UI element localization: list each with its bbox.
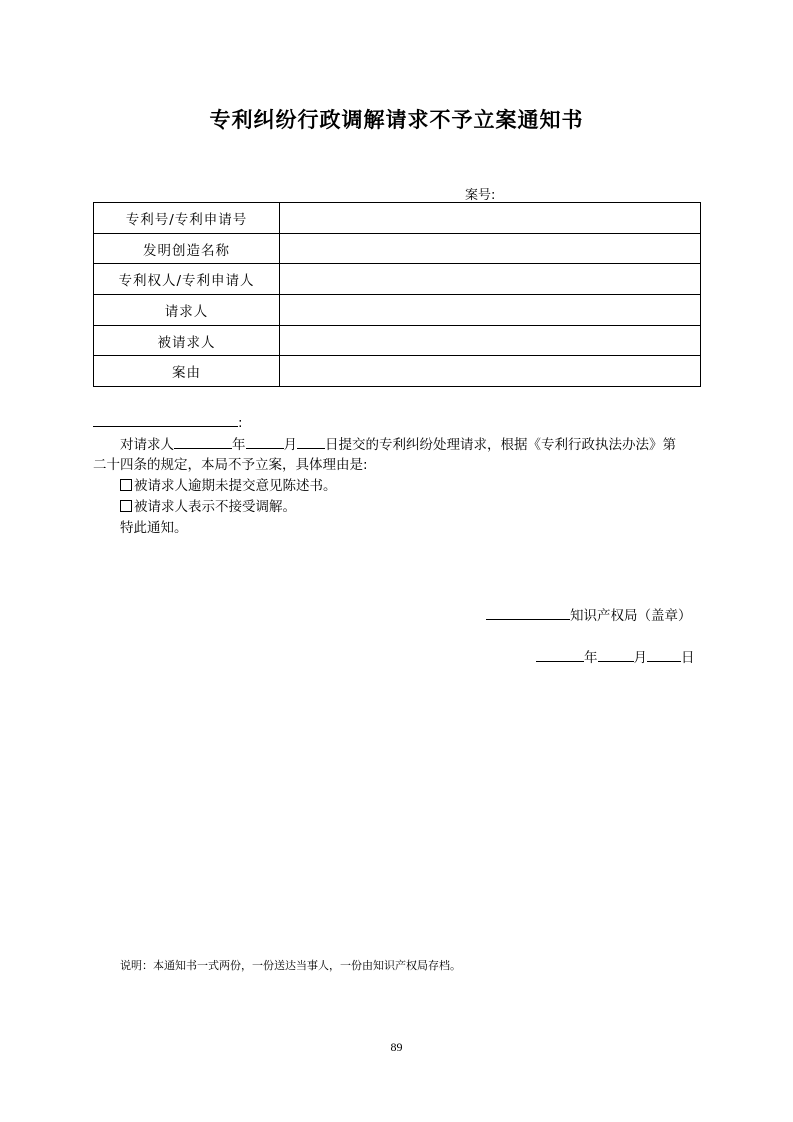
submission-date-blank[interactable] [174,433,232,449]
footnote: 说明：本通知书一式两份，一份送达当事人，一份由知识产权局存档。 [120,959,461,972]
page-title: 专利纠纷行政调解请求不予立案通知书 [209,108,584,132]
checkbox-icon[interactable] [120,479,132,491]
paragraph-line-2: 二十四条的规定，本局不予立案，具体理由是: [93,457,368,473]
row-value-cause[interactable] [280,356,701,387]
case-number-label: 案号: [465,188,496,203]
row-label: 发明创造名称 [94,233,280,264]
sign-day-blank[interactable] [647,646,681,662]
submission-month-blank[interactable] [246,433,284,449]
row-value-respondent[interactable] [280,325,701,356]
row-value-invention-name[interactable] [280,233,701,264]
row-label: 专利号/专利申请号 [94,203,280,234]
table-row [94,356,701,387]
addressee-blank[interactable] [93,411,238,427]
checkbox-icon[interactable] [120,500,132,512]
table-row [94,233,701,264]
paragraph-line-1: 对请求人 年 月 日提交的专利纠纷处理请求，根据《专利行政执法办法》第 [120,433,676,455]
info-table [93,202,701,387]
sign-year-blank[interactable] [536,646,584,662]
row-value-patent-number[interactable] [280,203,701,234]
sign-month-blank[interactable] [598,646,634,662]
row-value-requester[interactable] [280,295,701,326]
table-row [94,264,701,295]
salutation-line: : [93,411,243,433]
page-number: 89 [390,1040,403,1054]
submission-day-blank[interactable] [297,433,325,449]
table-row [94,295,701,326]
signature-org: 知识产权局（盖章） [486,604,692,626]
table-row [94,325,701,356]
closing-text: 特此通知。 [120,520,188,536]
signature-date: 年 月 日 [536,646,695,668]
row-value-patentee[interactable] [280,264,701,295]
org-name-blank[interactable] [486,604,570,620]
row-label: 案由 [94,356,280,387]
table-row [94,203,701,234]
row-label: 被请求人 [94,325,280,356]
option-not-submitted: 被请求人逾期未提交意见陈述书。 [120,476,337,496]
row-label: 请求人 [94,295,280,326]
option-refuse-mediation: 被请求人表示不接受调解。 [120,497,296,517]
row-label: 专利权人/专利申请人 [94,264,280,295]
